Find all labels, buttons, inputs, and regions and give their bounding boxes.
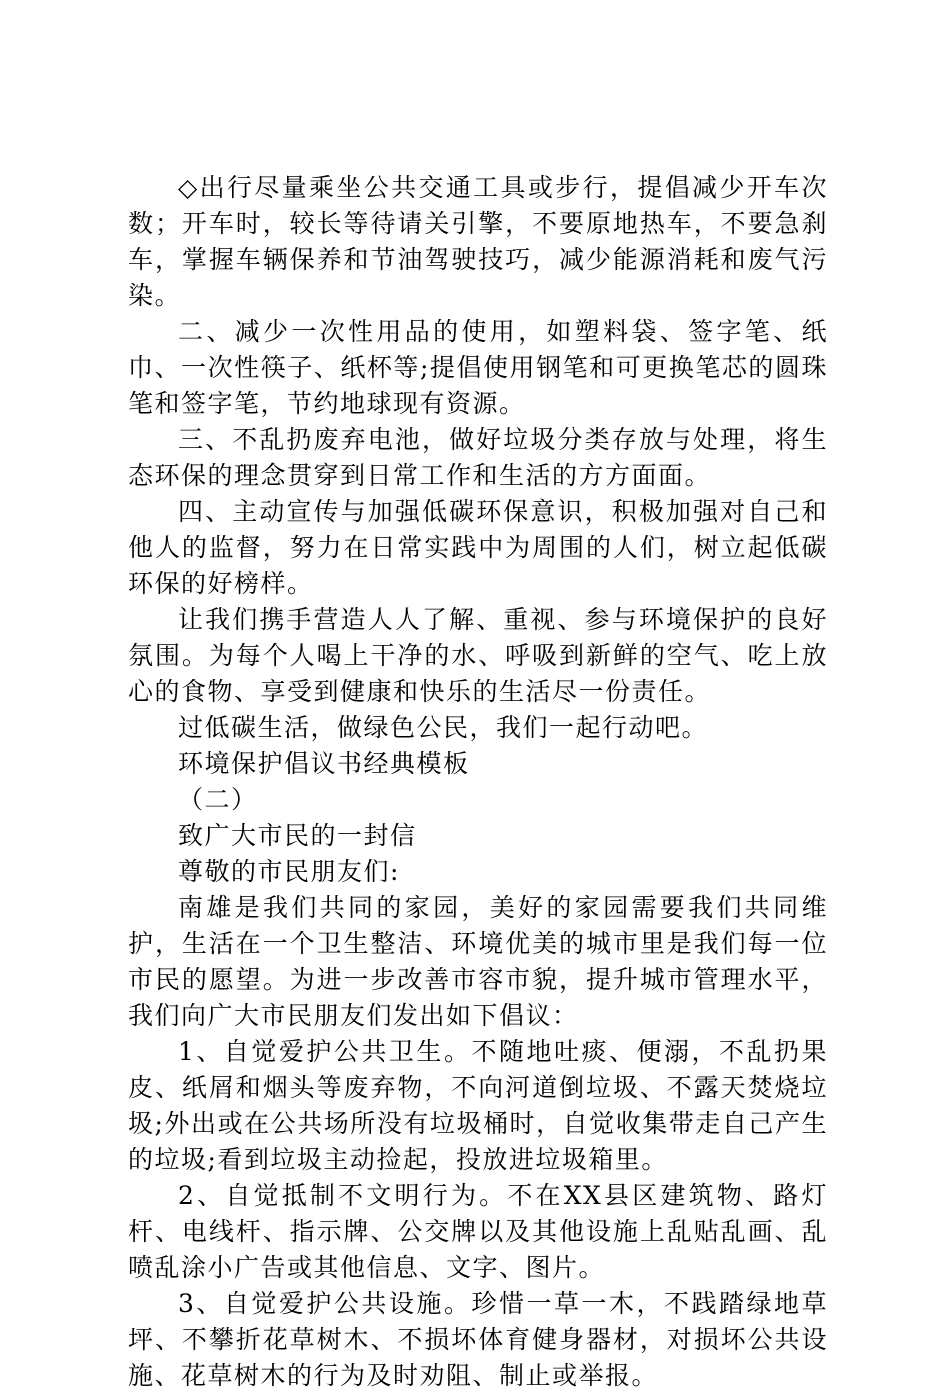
- paragraph-point-three: 3、自觉爱护公共设施。珍惜一草一木，不践踏绿地草坪、不攀折花草树木、不损坏体育健身器材，对损坏公共设施、花草树木的行为及时劝阻、制止或举报。: [128, 1289, 828, 1390]
- paragraph-item-four: 四、主动宣传与加强低碳环保意识，积极加强对自己和他人的监督，努力在日常实践中为周围的人们，树立起低碳环保的好榜样。: [128, 497, 828, 598]
- section-number: （二）: [178, 785, 258, 814]
- paragraph-slogan: 过低碳生活，做绿色公民，我们一起行动吧。: [178, 713, 709, 742]
- paragraph-point-two: 2、自觉抵制不文明行为。不在XX县区建筑物、路灯杆、电线杆、指示牌、公交牌以及其他设施上乱贴乱画、乱喷乱涂小广告或其他信息、文字、图片。: [128, 1181, 828, 1282]
- letter-salutation: 尊敬的市民朋友们:: [178, 857, 400, 886]
- paragraph-intro: 南雄是我们共同的家园，美好的家园需要我们共同维护，生活在一个卫生整洁、环境优美的城市里是我们每一位市民的愿望。为进一步改善市容市貌，提升城市管理水平，我们向广大市民朋友们发出如下倡议：: [128, 893, 828, 1030]
- paragraph-travel-tips: ◇出行尽量乘坐公共交通工具或步行，提倡减少开车次数；开车时，较长等待请关引擎，不要原地热车，不要急刹车，掌握车辆保养和节油驾驶技巧，减少能源消耗和废气污染。: [128, 173, 828, 310]
- section-title: 环境保护倡议书经典模板: [178, 749, 470, 778]
- paragraph-point-one: 1、自觉爱护公共卫生。不随地吐痰、便溺，不乱扔果皮、纸屑和烟头等废弃物，不向河道倒垃圾、不露天焚烧垃圾;外出或在公共场所没有垃圾桶时，自觉收集带走自己产生的垃圾;看到垃圾主动捡起，投放进垃圾箱里。: [128, 1037, 828, 1174]
- paragraph-item-three: 三、不乱扔废弃电池，做好垃圾分类存放与处理，将生态环保的理念贯穿到日常工作和生活的方方面面。: [128, 425, 828, 490]
- paragraph-call-to-action: 让我们携手营造人人了解、重视、参与环境保护的良好氛围。为每个人喝上干净的水、呼吸到新鲜的空气、吃上放心的食物、享受到健康和快乐的生活尽一份责任。: [128, 605, 828, 706]
- paragraph-item-two: 二、减少一次性用品的使用，如塑料袋、签字笔、纸巾、一次性筷子、纸杯等;提倡使用钢笔和可更换笔芯的圆珠笔和签字笔，节约地球现有资源。: [128, 317, 828, 418]
- document-page: [128, 170, 828, 1394]
- letter-title: 致广大市民的一封信: [178, 821, 417, 850]
